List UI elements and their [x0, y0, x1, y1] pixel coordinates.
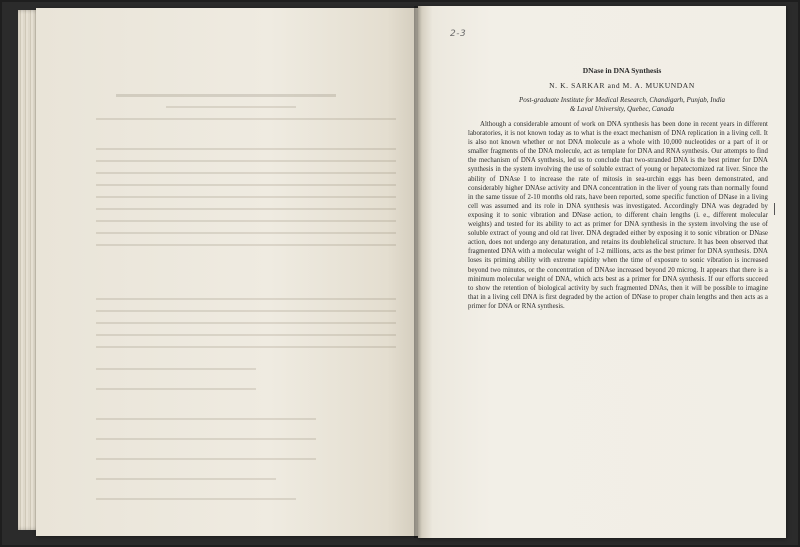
article-title: DNase in DNA Synthesis [582, 66, 662, 75]
pencil-page-number: 2-3 [450, 29, 467, 39]
article-body: Although a considerable amount of work on DNA synthesis has been done in recent years in different laboratories, it is not known today as to what is the exact mechanism of DNA replication in a living cell. It is also not known whether or not DNA molecule as a whole with 10,000 nucleotides or a part of it or smaller fragments of the DNA molecule, act as template for DNA and RNA synthesis. Our attempts to find the mechanism of DNA synthesis, led us to conclude that two-stranded DNA is the best primer for DNA synthesis in the system involving the use of soluble extract of young or hepatectomized rat liver. Since the ability of DNAse I to increase the rate of mitosis in sea-urchin eggs has been demonstrated, and considerably higher DNAse activity and DNA concentration in the liver of young rats than normally found in the same tissue of 2-10 months old rats, have been reported, some specific function of DNase in a living cell was assumed and its role in DNA synthesis was investigated. Accordingly DNA was degraded by exposing it to sonic vibration and DNase action, to different chain lengths (i. e., different molecular weights) and tested for its ability to act as primer for DNA synthesis in the system involving the use of soluble extract of young and old rat liver. DNA degraded either by exposing it to sonic vibration or DNase action, does not undergo any denaturation, and retains its doublehelical structure. It has been observed that fragmented DNA with a molecular weight of 1-2 millions, acts as the best primer for DNA synthesis. DNA loses its priming ability with extreme rapidity when the time of exposure to sonic vibration is increased beyond two minutes, or the concentration of DNAse increased beyond 20 microg. It appears that there is a minimum molecular weight of DNA, which acts best as a primer for DNA synthesis. If our efforts succeed to show the retention of biological activity by such fragmented DNAs, then it will be possible to imagine that in a living cell DNA is first degraded by the action of DNase to proper chain lengths and then acts as a primer for DNA or RNA synthesis. [468, 121, 768, 310]
affiliation-line-1: Post-graduate Institute for Medical Research, Chandigarh, Punjab, India [518, 96, 726, 104]
affiliation-line-2: & Laval University, Quebec, Canada [569, 105, 675, 113]
article-authors: N. K. SARKAR and M. A. MUKUNDAN [549, 81, 695, 90]
